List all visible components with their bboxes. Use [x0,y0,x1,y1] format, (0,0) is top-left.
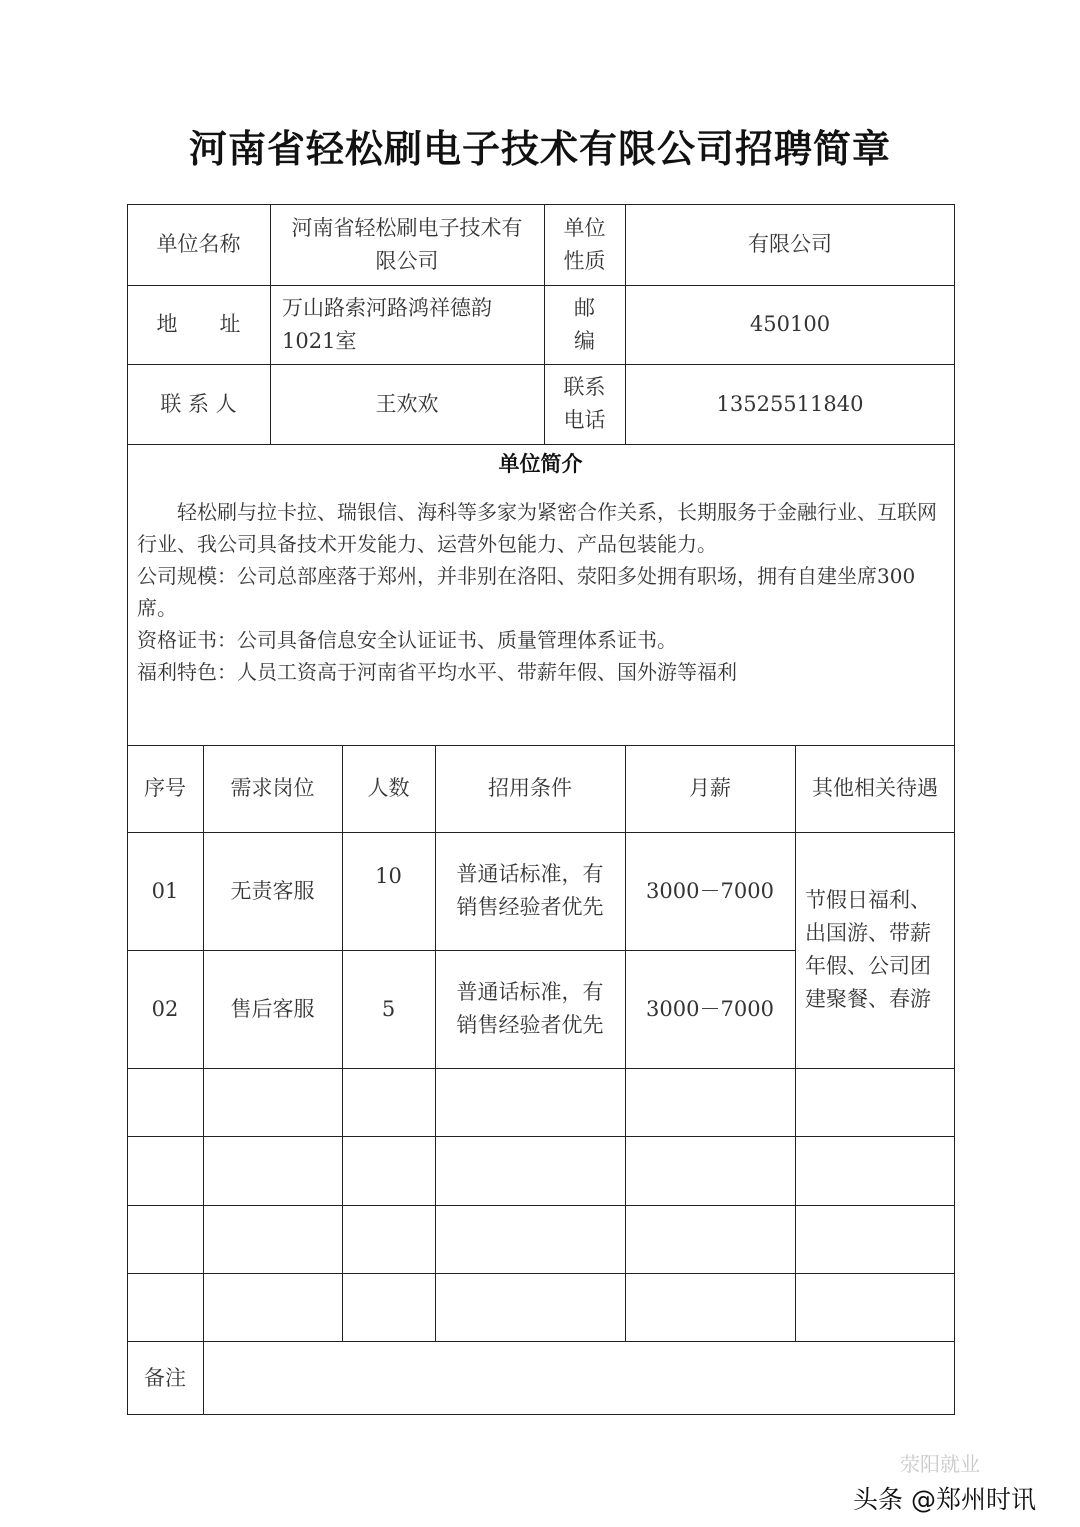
job-position: 无责客服 [230,878,315,903]
intro-paragraph: 公司规模：公司总部座落于郑州，并非别在洛阳、荥阳多处拥有职场，拥有自建坐席300席。 [137,564,916,620]
job-salary: 3000－7000 [646,878,774,903]
postcode-value: 450100 [749,312,831,336]
col-header-salary: 月薪 [689,776,731,800]
unit-name-value: 河南省轻松刷电子技术有限公司 [291,215,523,273]
job-requirement: 普通话标准，有销售经验者优先 [456,980,604,1037]
job-benefits: 节假日福利、出国游、带薪年假、公司团建聚餐、春游 [805,888,931,1011]
page-title: 河南省轻松刷电子技术有限公司招聘简章 [188,127,891,171]
job-requirement: 普通话标准，有销售经验者优先 [456,862,604,919]
job-count: 5 [381,996,396,1021]
postcode-label: 邮编 [574,295,595,353]
contact-value: 王欢欢 [375,391,439,416]
col-header-count: 人数 [367,776,410,800]
col-header-position: 需求岗位 [230,776,315,800]
job-number: 02 [151,996,179,1021]
unit-nature-value: 有限公司 [748,232,832,256]
col-header-number: 序号 [144,776,186,800]
job-position: 售后客服 [230,996,315,1021]
intro-paragraph: 资格证书：公司具备信息安全认证证书、质量管理体系证书。 [137,628,677,652]
contact-label: 联 系 人 [160,391,237,416]
faded-watermark: 荥阳就业 [900,1452,980,1476]
phone-value: 13525511840 [716,391,864,416]
unit-nature-label: 单位性质 [563,215,606,273]
remarks-value [203,1341,955,1415]
source-watermark: 头条 @郑州时讯 [853,1485,1036,1514]
intro-paragraph: 福利特色：人员工资高于河南省平均水平、带薪年假、国外游等福利 [137,660,737,684]
col-header-requirement: 招用条件 [488,776,572,800]
intro-paragraph: 轻松刷与拉卡拉、瑞银信、海科等多家为紧密合作关系，长期服务于金融行业、互联网行业、我公司具备技术开发能力、运营外包能力、产品包装能力。 [137,500,937,556]
job-salary: 3000－7000 [646,996,774,1021]
address-label: 地 址 [156,312,241,336]
phone-label: 联系电话 [563,375,606,432]
remarks-label: 备注 [144,1365,186,1390]
intro-body [137,496,947,688]
job-number: 01 [151,878,179,903]
intro-heading: 单位简介 [498,452,583,476]
col-header-benefits: 其他相关待遇 [812,776,938,800]
unit-name-label: 单位名称 [156,232,241,256]
address-value: 万山路索河路鸿祥德韵1021室 [282,295,492,353]
job-count: 10 [375,863,402,888]
